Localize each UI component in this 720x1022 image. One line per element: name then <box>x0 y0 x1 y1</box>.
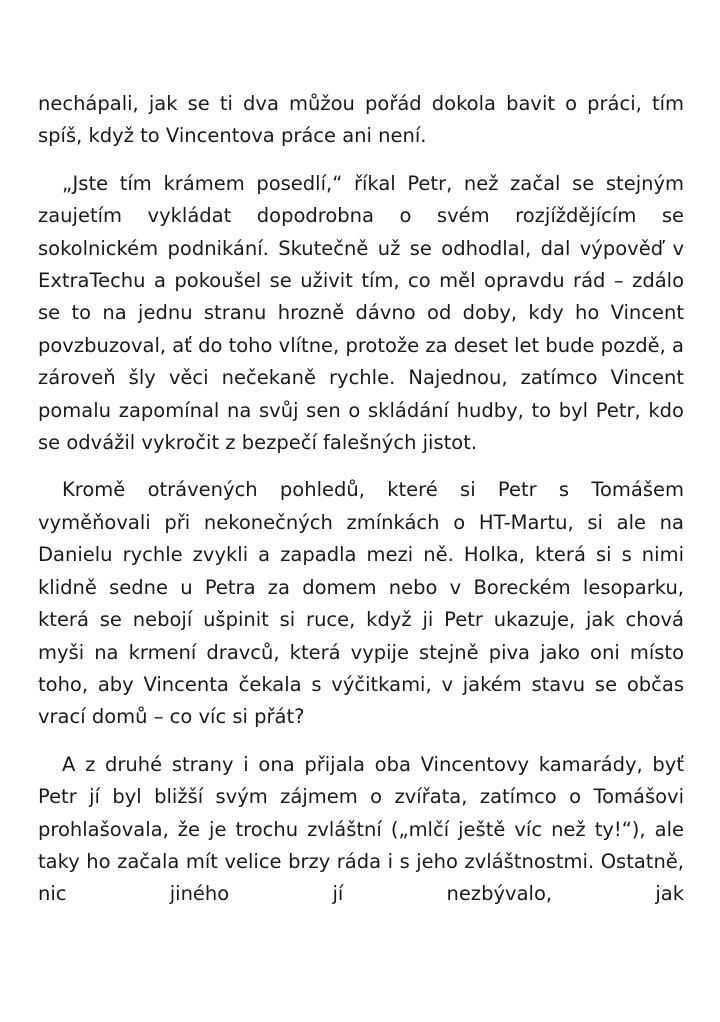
paragraph-daniela-fits-in: Kromě otrávených pohledů, které si Petr s Tomášem vyměňovali při nekonečných zmínkách o HT-Martu, si ale na Danielu rychle zvykli a zapadla mezi ně. Holka, která si s nimi klidně sedne u Petra za domem nebo v Boreckém lesoparku, která se nebojí ušpinit si ruce, když ji Petr ukazuje, jak chová myši na krmení dravců, která vypije stejně piva jako oni místo toho, aby Vincenta čekala s výčitkami, v jakém stavu se občas vrací domů – co víc si přát? <box>38 478 684 729</box>
page-body <box>38 88 684 911</box>
paragraph-daniela-accepts-friends: A z druhé strany i ona přijala oba Vincentovy kamarády, byť Petr jí byl bližší svým zájmem o zvířata, zatímco o Tomášovi prohlašovala, že je trochu zvláštní („mlčí ještě víc než ty!“), ale taky ho začala mít velice brzy ráda i s jeho zvláštnostmi. Ostatně, nic jiného jí nezbývalo, jak <box>38 752 684 906</box>
paragraph-petr-falconry: „Jste tím krámem posedlí,“ říkal Petr, než začal se stejným zaujetím vykládat dopodrobna o svém rozjíždějícím se sokolnickém podnikání. Skutečně už se odhodlal, dal výpověď v ExtraTechu a pokoušel se uživit tím, co měl opravdu rád – zdálo se to na jednu stranu hrozně dávno od doby, kdy ho Vincent povzbuzoval, ať do toho vlítne, protože za deset let bude pozdě, a zároveň šly věci nečekaně rychle. Najednou, zatímco Vincent pomalu zapomínal na svůj sen o skládání hudby, to byl Petr, kdo se odvážil vykročit z bezpečí falešných jistot. <box>38 171 684 455</box>
paragraph-continuation: nechápali, jak se ti dva můžou pořád dokola bavit o práci, tím spíš, když to Vincentova práce ani není. <box>38 92 684 148</box>
